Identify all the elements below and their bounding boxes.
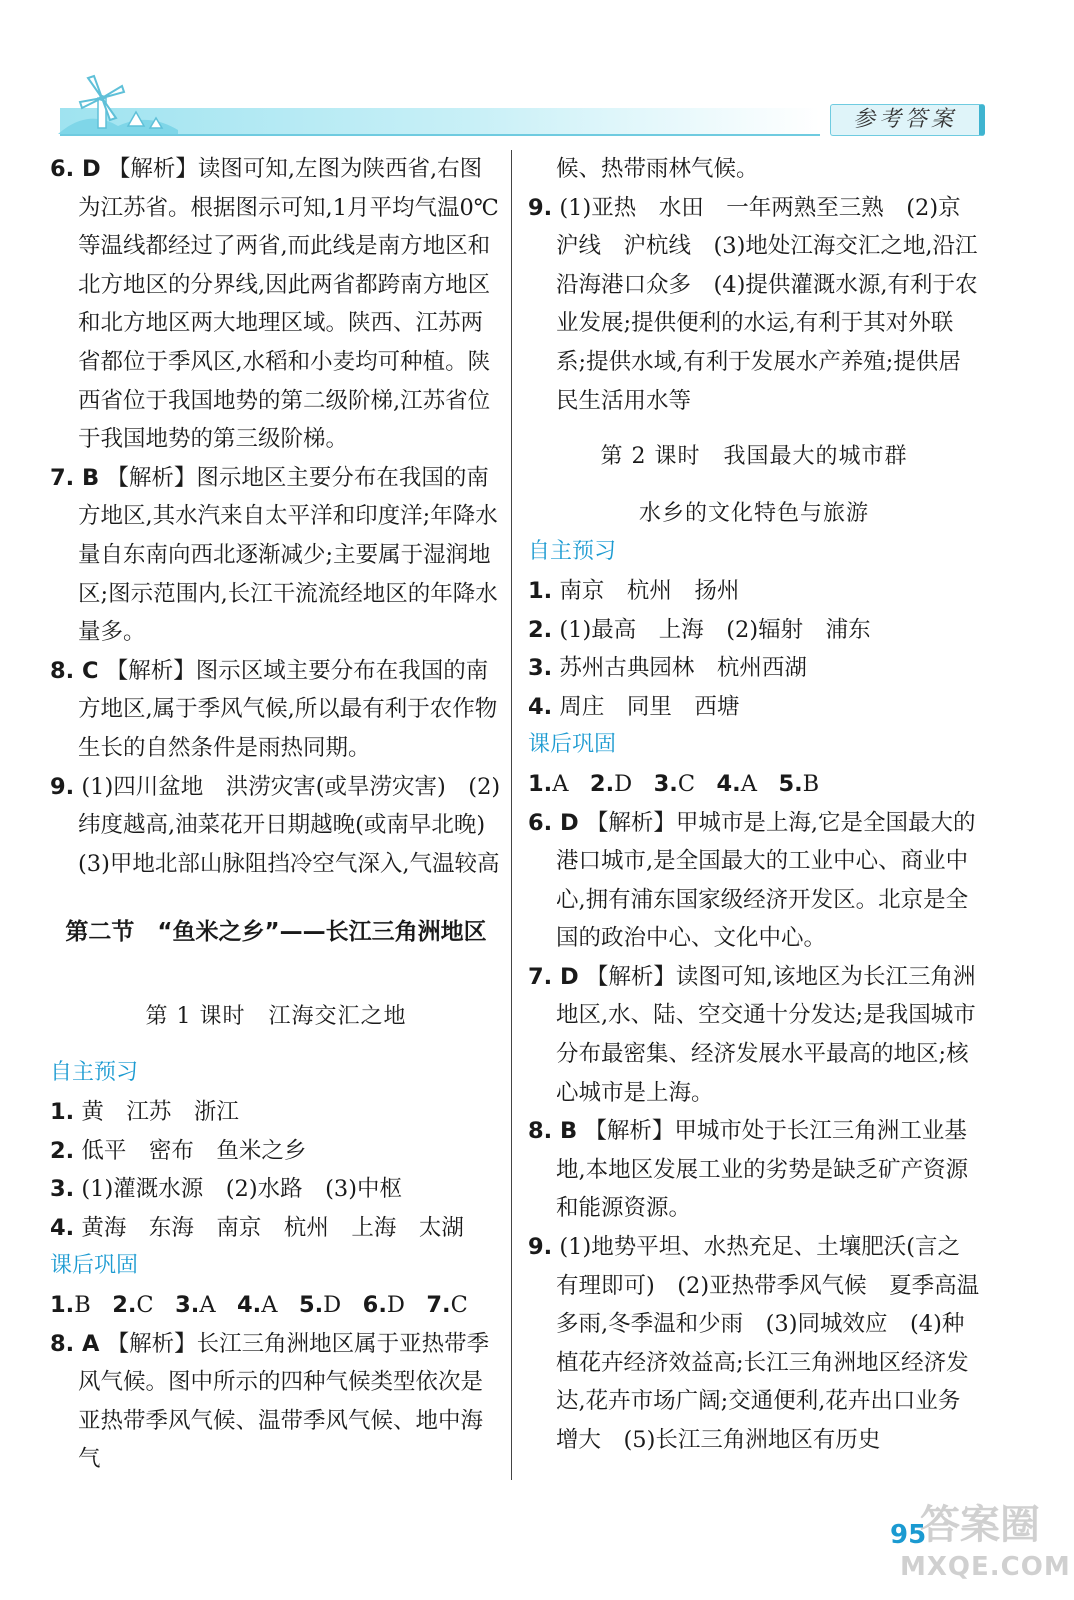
column-divider: [511, 150, 512, 1480]
page-number: 95: [890, 1520, 927, 1550]
answer-item: 4. 黄海 东海 南京 杭州 上海 太湖: [50, 1214, 464, 1241]
answer-item: 1. 黄 江苏 浙江: [50, 1099, 239, 1126]
page-header: [0, 0, 1074, 140]
short-answers: 1.A 2.D 3.C 4.A 5.B: [528, 770, 820, 797]
lesson-title: 第 2 课时 我国最大的城市群: [600, 444, 908, 470]
category-label: 自主预习: [528, 539, 617, 565]
answer-item: 9. (1)亚热 水田 一年两熟至三熟 (2)京沪线 沪杭线 (3)地处江海交汇之地,沿江沿海港口众多 (4)提供灌溉水源,有利于农业发展;提供便利的水运,有利于其对外联系;提供水域,有利于发展水产养殖;提供居民生活用水等: [528, 194, 978, 414]
answer-item: 7. B 【解析】图示地区主要分布在我国的南方地区,其水汽来自太平洋和印度洋;年降水量自东南向西北逐渐减少;主要属于湿润地区;图示范围内,长江干流流经地区的年降水量多。: [50, 464, 498, 646]
answer-item: 8. A 【解析】长江三角洲地区属于亚热带季风气候。图中所示的四种气候类型依次是亚热带季风气候、温带季风气候、地中海气: [50, 1330, 490, 1473]
answer-item: 9. (1)四川盆地 洪涝灾害(或旱涝灾害) (2)纬度越高,油菜花开日期越晚(或南早北晚) (3)甲地北部山脉阻挡冷空气深入,气温较高: [50, 773, 508, 877]
answer-item: 8. B 【解析】甲城市处于长江三角洲工业基地,本地区发展工业的劣势是缺乏矿产资源和能源资源。: [528, 1118, 969, 1222]
answer-item: 3. 苏州古典园林 杭州西湖: [528, 655, 807, 682]
watermark-logo-text: 答案圈: [920, 1502, 1040, 1548]
left-column: [50, 150, 508, 1479]
answer-item: 2. 低平 密布 鱼米之乡: [50, 1137, 307, 1164]
answer-item: 8. C 【解析】图示区域主要分布在我国的南方地区,属于季风气候,所以最有利于农作物生长的自然条件是雨热同期。: [50, 657, 498, 761]
watermark: [900, 1500, 1071, 1592]
answer-item: 6. D 【解析】甲城市是上海,它是全国最大的港口城市,是全国最大的工业中心、商业中心,拥有浦东国家级经济开发区。北京是全国的政治中心、文化中心。: [528, 809, 976, 952]
answer-item: 9. (1)地势平坦、水热充足、土壤肥沃(言之有理即可) (2)亚热带季风气候 夏季高温多雨,冬季温和少雨 (3)同城效应 (4)种植花卉经济效益高;长江三角洲地区经济发达,花卉市场广阔;交通便利,花卉出口业务增大 (5)长江三角洲地区有历史: [528, 1234, 980, 1453]
category-label: 课后巩固: [50, 1253, 139, 1279]
watermark-url: MXQE.COM: [900, 1552, 1071, 1582]
continued-text: 候、热带雨林气候。: [556, 156, 759, 182]
category-label: 自主预习: [50, 1060, 139, 1086]
right-column: [528, 150, 980, 1460]
answer-item: 6. D 【解析】读图可知,左图为陕西省,右图为江苏省。根据图示可知,1月平均气温0℃等温线都经过了两省,而此线是南方地区和北方地区的分界线,因此两省都跨南方地区和北方地区两大地理区域。陕西、江苏两省都位于季风区,水稻和小麦均可种植。陕西省位于我国地势的第二级阶梯,江苏省位于我国地势的第三级阶梯。: [50, 156, 499, 453]
answer-item: 2. (1)最高 上海 (2)辐射 浦东: [528, 616, 871, 643]
section-title: 第二节 “鱼米之乡”——长江三角洲地区: [65, 919, 487, 946]
answer-item: 3. (1)灌溉水源 (2)水路 (3)中枢: [50, 1176, 402, 1203]
answer-item: 7. D 【解析】读图可知,该地区为长江三角洲地区,水、陆、空交通十分发达;是我国城市分布最密集、经济发展水平最高的地区;核心城市是上海。: [528, 963, 976, 1106]
lesson-title: 第 1 课时 江海交汇之地: [145, 1003, 407, 1029]
lesson-subtitle: 水乡的文化特色与旅游: [638, 500, 869, 526]
answer-item: 4. 周庄 同里 西塘: [528, 693, 740, 720]
short-answers: 1.B 2.C 3.A 4.A 5.D 6.D 7.C: [50, 1292, 468, 1319]
answer-key-tag: 参考答案: [830, 104, 985, 136]
windmill-icon: [58, 68, 178, 134]
answer-item: 1. 南京 杭州 扬州: [528, 577, 740, 604]
category-label: 课后巩固: [528, 732, 617, 758]
